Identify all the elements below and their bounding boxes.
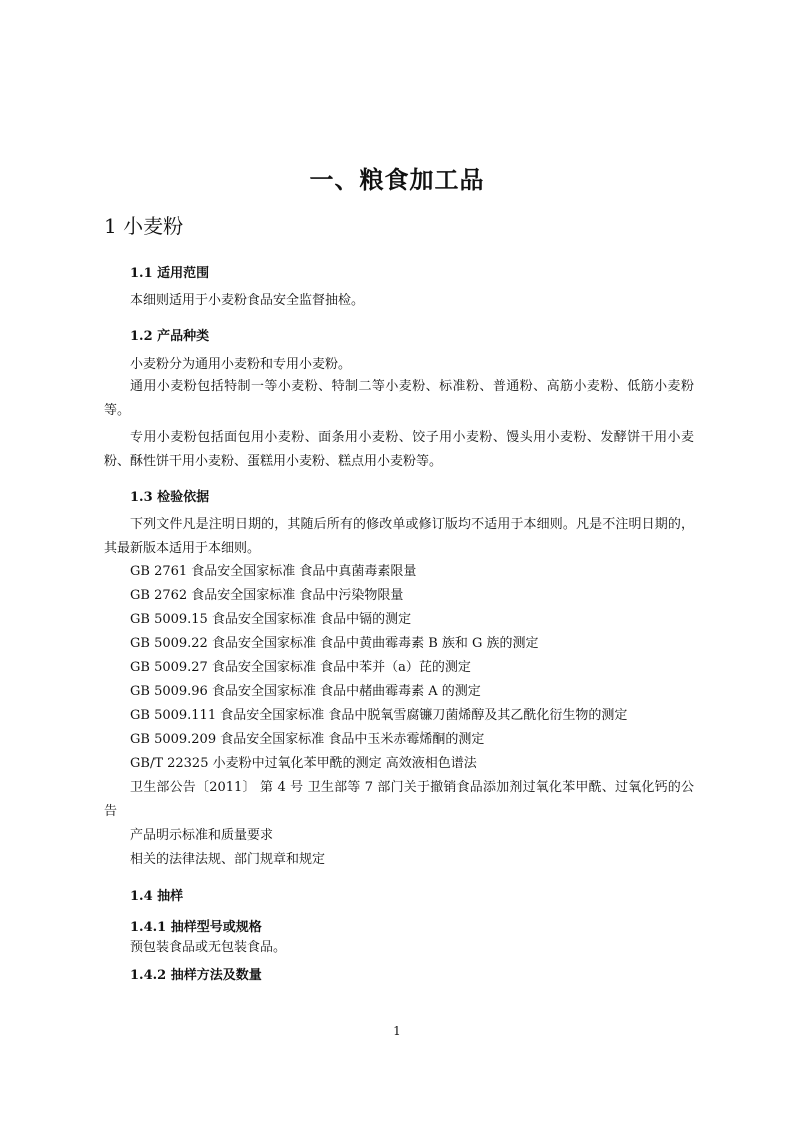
heading-1-3: 1.3 检验依据 <box>130 490 210 505</box>
page-number: 1 <box>393 1024 401 1038</box>
reference-item: GB 5009.96 食品安全国家标准 食品中赭曲霉毒素 A 的测定 <box>130 684 481 699</box>
scope-text: 本细则适用于小麦粉食品安全监督抽检。 <box>130 293 365 308</box>
reference-item: 相关的法律法规、部门规章和规定 <box>130 852 326 867</box>
product-types-intro: 小麦粉分为通用小麦粉和专用小麦粉。 <box>130 357 352 372</box>
heading-1-2: 1.2 产品种类 <box>130 329 210 344</box>
sampling-spec-text: 预包装食品或无包装食品。 <box>130 940 287 955</box>
chapter-title: 一、粮食加工品 <box>309 165 485 194</box>
references-intro: 下列文件凡是注明日期的，其随后所有的修改单或修订版均不适用于本细则。凡是不注明日期的，其最新版本适用于本细则。 <box>104 517 694 556</box>
heading-1-4-1: 1.4.1 抽样型号或规格 <box>130 920 262 935</box>
heading-1-1: 1.1 适用范围 <box>130 266 210 281</box>
section-title: 1 小麦粉 <box>104 214 184 238</box>
reference-item: GB 2762 食品安全国家标准 食品中污染物限量 <box>130 588 404 603</box>
reference-item: 产品明示标准和质量要求 <box>130 828 274 843</box>
reference-item: GB/T 22325 小麦粉中过氧化苯甲酰的测定 高效液相色谱法 <box>130 756 477 771</box>
general-flour-paragraph: 通用小麦粉包括特制一等小麦粉、特制二等小麦粉、标准粉、普通粉、高筋小麦粉、低筋小麦粉等。 <box>104 379 694 418</box>
reference-item: GB 5009.111 食品安全国家标准 食品中脱氧雪腐镰刀菌烯醇及其乙酰化衍生物的测定 <box>130 708 628 723</box>
reference-item: GB 5009.209 食品安全国家标准 食品中玉米赤霉烯酮的测定 <box>130 732 485 747</box>
reference-item: GB 2761 食品安全国家标准 食品中真菌毒素限量 <box>130 564 417 579</box>
heading-1-4: 1.4 抽样 <box>130 889 184 904</box>
heading-1-4-2: 1.4.2 抽样方法及数量 <box>130 968 262 983</box>
special-flour-paragraph: 专用小麦粉包括面包用小麦粉、面条用小麦粉、饺子用小麦粉、馒头用小麦粉、发酵饼干用小麦粉、酥性饼干用小麦粉、蛋糕用小麦粉、糕点用小麦粉等。 <box>104 430 694 469</box>
reference-item: GB 5009.15 食品安全国家标准 食品中镉的测定 <box>130 612 412 627</box>
reference-item: GB 5009.22 食品安全国家标准 食品中黄曲霉毒素 B 族和 G 族的测定 <box>130 636 539 651</box>
reference-item: GB 5009.27 食品安全国家标准 食品中苯并（a）芘的测定 <box>130 660 471 675</box>
announcement-reference: 卫生部公告〔2011〕 第 4 号 卫生部等 7 部门关于撤销食品添加剂过氧化苯甲酰、过氧化钙的公告 <box>104 780 694 819</box>
